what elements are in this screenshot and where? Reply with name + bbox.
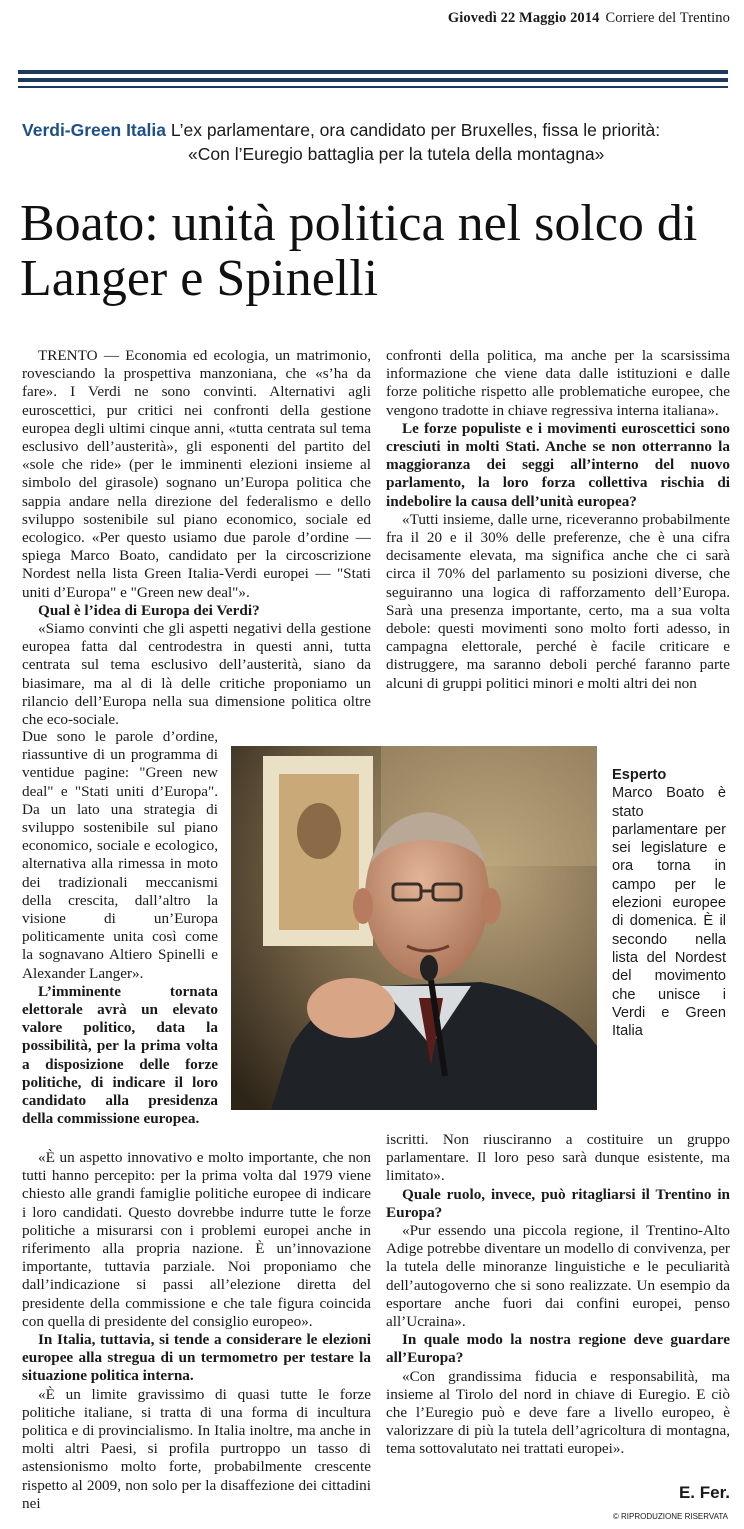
portrait-photo [231,746,597,1110]
interview-question: Qual è l’idea di Europa dei Verdi? [38,601,260,619]
header-rule [18,78,728,82]
article-paragraph: «Pur essendo una piccola regione, il Trentino-Alto Adige potrebbe diventare un modello di convivenza, per la tutela delle minoranze linguistiche e le peculiarità dell’autogoverno che si sono realizzate. Un esempio da esportare anche fuori dai confini europei, penso all’Ucraina». [386,1222,730,1331]
issue-date: Giovedì 22 Maggio 2014 [447,10,600,26]
interview-question: Le forze populiste e i movimenti euroscettici sono cresciuti in molti Stati. Anche se non otterranno la maggioranza dei seggi all’interno del nuovo parlamento, la loro forza collettiva rischia di indebolire la causa dell’unità europea? [386,419,730,510]
article-paragraph: «È un aspetto innovativo e molto importante, che non tutti hanno percepito: per la prima volta dal 1979 viene chiesto alle grandi famiglie politiche europee di indicare i loro candidati. Questo dovrebbe indurre tutte le forze politiche a misurarsi con i problemi europei anche in riferimento alla propria nazione. È un’innovazione importante, tuttavia parziale. Noi proponiamo che dall’indicazione si passi all’elezione diretta del presidente della commissione e che tale figura coincida con quella di presidente del consiglio europeo». [22,1149,371,1330]
article-paragraph: confronti della politica, ma anche per la scarsissima informazione che viene data dalle istituzioni e dalle forze politiche rispetto alle problematiche europee, che vengono tradotte in chiave regressiva interna italiana». [386,347,730,419]
interview-question: In quale modo la nostra regione deve guardare all’Europa? [386,1331,730,1367]
article-paragraph: «Siamo convinti che gli aspetti negativi della gestione europea fatta dal centrodestra in questi anni, tutta centrata sul tema esclusivo dell’austerità, siano da biasimare, ma al di là delle critiche proponiamo un rilancio dell’Europa nella sua dimensione politica oltre che eco-sociale. [22,620,371,729]
article-paragraph: «Con grandissima fiducia e responsabilità, ma insieme al Tirolo del nord in chiave di Euregio. E ciò che l’Euregio può e deve fare a livello europeo, è valorizzare di più la tutela dell’agricoltura di montagna, tema sottovalutato nei trattati europei». [386,1367,730,1458]
caption-text: Marco Boato è stato parlamentare per sei legislature e ora torna in campo per le elezioni europee di domenica. È il secondo nella lista del Nordest del movimento che unisce i Verdi e Green Italia [612,785,726,1040]
header-rule [18,70,728,74]
article-column [22,1149,371,1513]
portrait-image [231,746,597,1110]
caption-title: Esperto [612,767,667,783]
kicker-line-1: L’ex parlamentare, ora candidato per Bruxelles, fissa le priorità: [170,120,661,140]
header-rule [18,86,728,88]
kicker-line-2: «Con l’Euregio battaglia per la tutela della montagna» [188,144,605,164]
headline: Boato: unità politica nel solco di Langer e Spinelli [20,195,698,307]
article-paragraph: TRENTO — Economia ed ecologia, un matrimonio, rovesciando la prospettiva manzoniana, che «s’ha da fare». I Verdi ne sono convinti. Alternativi agli euroscettici, pur critici nei confronti della gestione europea degli ultimi cinque anni, «tutta centrata sul tema esclusivo dell’austerità», gli esponenti del partito del «sole che ride» (per le imminenti elezioni insieme al simbolo del girasole) sognano un’Europa politica che sappia andare nella direzione del federalismo e dello sviluppo sostenibile sul piano economico, sociale ed ecologico. «Per questo usiamo due parole d’ordine — spiega Marco Boato, candidato per la circoscrizione Nordest nella lista Green Italia-Verdi europei — "Stati uniti d’Europa" e "Green new deal"». [22,347,371,601]
article-paragraph: iscritti. Non riusciranno a costituire un gruppo parlamentare. Il loro peso sarà dunque esistente, ma limitato». [386,1131,730,1185]
page-header [448,10,730,27]
article-paragraph: «Tutti insieme, dalle urne, riceveranno probabilmente fra il 20 e il 30% delle preferenze, che è una cifra decisamente elevata, ma significa anche che ci sarà circa il 70% del parlamento su posizioni diverse, che seguiranno una logica di rafforzamento dell’Europa. Sarà una presenza importante, certo, ma a sua volta debole: questi movimenti sono molto forti adesso, in campagna elettorale, perché è facile criticare e distruggere, ma saranno deboli perché faranno parte alcuni di gruppi politici minori e molti altri dei non [386,510,730,692]
article-column [386,1131,730,1459]
article-column [386,347,730,693]
interview-question: Quale ruolo, invece, può ritagliarsi il Trentino in Europa? [386,1185,730,1221]
interview-question: In Italia, tuttavia, si tende a considerare le elezioni europee alla stregua di un termometro per testare la situazione politica interna. [22,1331,371,1385]
article-column [22,347,371,729]
article-paragraph: Due sono le parole d’ordine, riassuntive di un programma di ventidue pagine: "Green new deal" e "Stati uniti d’Europa". Da un lato una strategia di sviluppo sostenibile sul piano economico, sociale e ecologico, alternativa alla rimessa in moto dei tradizionali meccanismi della crescita, dall’altro la visione di un’Europa politicamente unita così come la sognavano Altiero Spinelli e Alexander Langer». [22,728,218,982]
copyright-notice: © RIPRODUZIONE RISERVATA [612,1512,728,1521]
publication-name: Corriere del Trentino [605,10,730,26]
article-paragraph: «È un limite gravissimo di quasi tutte le forze politiche italiane, si tratta di una forma di incultura politica e di provincialismo. In Italia inoltre, ma anche in molti altri Paesi, si profila purtroppo un tasso di astensionismo molto forte, probabilmente crescente rispetto al 2009, non solo per la disaffezione dei cittadini nei [22,1385,371,1512]
photo-caption [612,766,726,1040]
article-column [22,728,218,1128]
author-signature: E. Fer. [678,1483,730,1502]
interview-question: L’imminente tornata elettorale avrà un elevato valore politico, data la possibilità, per la prima volta a disposizione delle forze politiche, di indicare il loro candidato alla presidenza della commissione europea. [22,982,218,1128]
section-label: Verdi-Green Italia [22,120,166,140]
kicker [22,118,660,166]
